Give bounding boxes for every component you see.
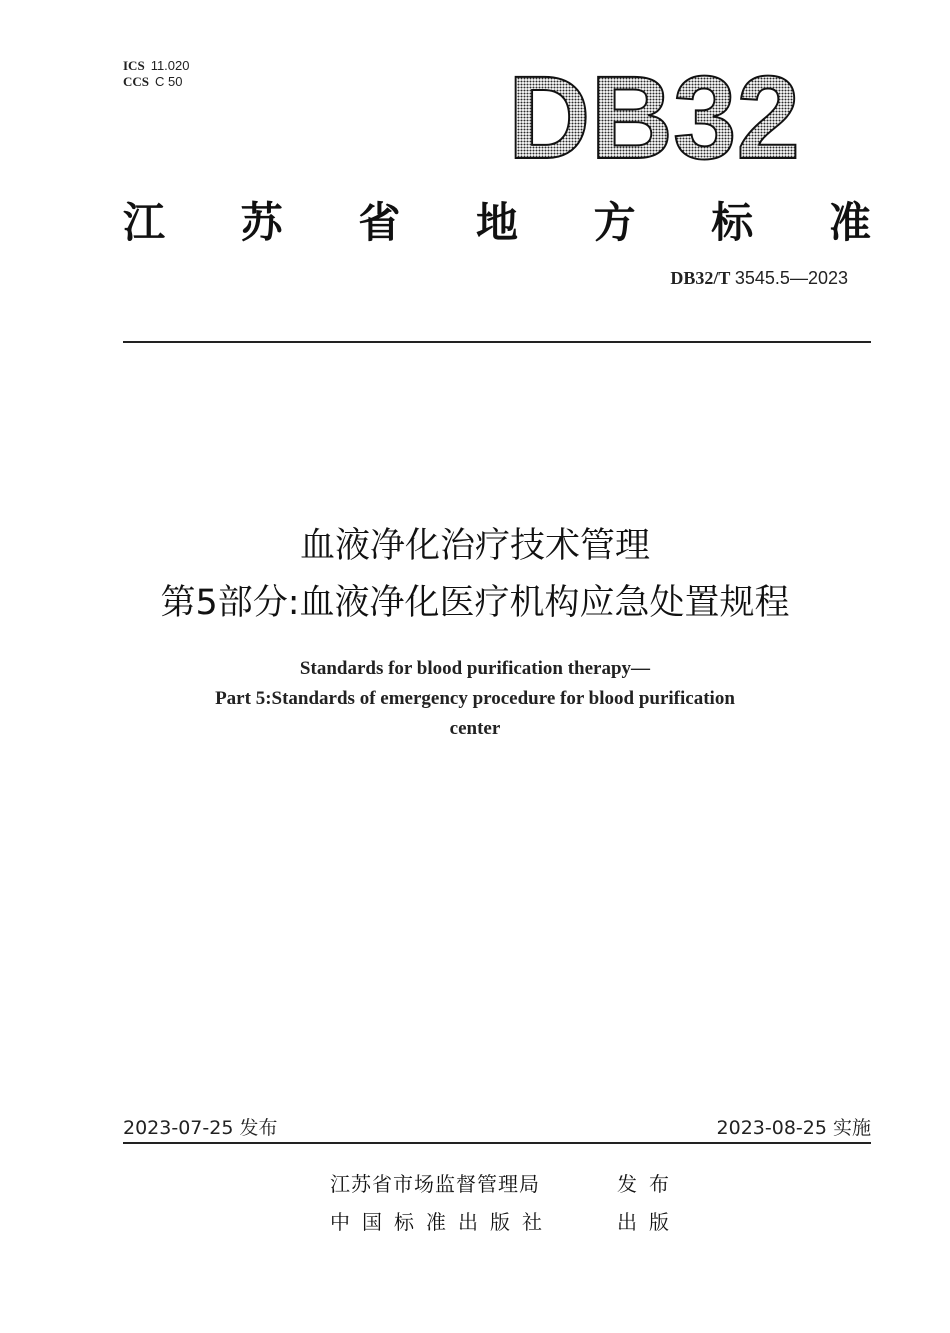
standard-category-title — [123, 190, 871, 250]
standard-category-char: 苏 — [240, 198, 283, 247]
publisher-organization: 中国标准出版社 — [330, 1210, 554, 1234]
standard-category-char: 标 — [711, 198, 754, 247]
title-en-line3: center — [449, 718, 501, 739]
standard-category-char: 省 — [358, 198, 401, 247]
ccs-code: CCS C 50 — [123, 74, 183, 89]
classification-codes — [123, 58, 189, 90]
title-en-line2: Part 5:Standards of emergency procedure for blood purification — [215, 688, 735, 709]
db32-logo — [508, 62, 808, 172]
title-cn-line2: 第5部分:血液净化医疗机构应急处置规程 — [160, 583, 790, 623]
issuer-organization: 江苏省市场监督管理局 — [330, 1172, 540, 1196]
standard-number: DB32/T 3545.5—2023 — [670, 268, 848, 288]
db32-logo-text: DB32 — [508, 62, 800, 172]
title-cn-line1: 血液净化治疗技术管理 — [299, 526, 650, 566]
title-en-line1: Standards for blood purification therapy— — [299, 658, 651, 679]
standard-category-char: 江 — [123, 198, 166, 247]
bottom-divider — [123, 1142, 871, 1144]
standard-category-char: 准 — [828, 198, 871, 247]
publisher-role: 出版 — [617, 1210, 681, 1234]
implement-date: 2023-08-25 实施 — [716, 1117, 871, 1139]
issuer-role: 发布 — [617, 1172, 681, 1196]
publish-date: 2023-07-25 发布 — [123, 1117, 278, 1139]
standard-category-char: 方 — [593, 198, 636, 247]
standard-category-char: 地 — [475, 198, 518, 247]
top-divider — [123, 341, 871, 343]
ics-code: ICS 11.020 — [123, 58, 190, 73]
